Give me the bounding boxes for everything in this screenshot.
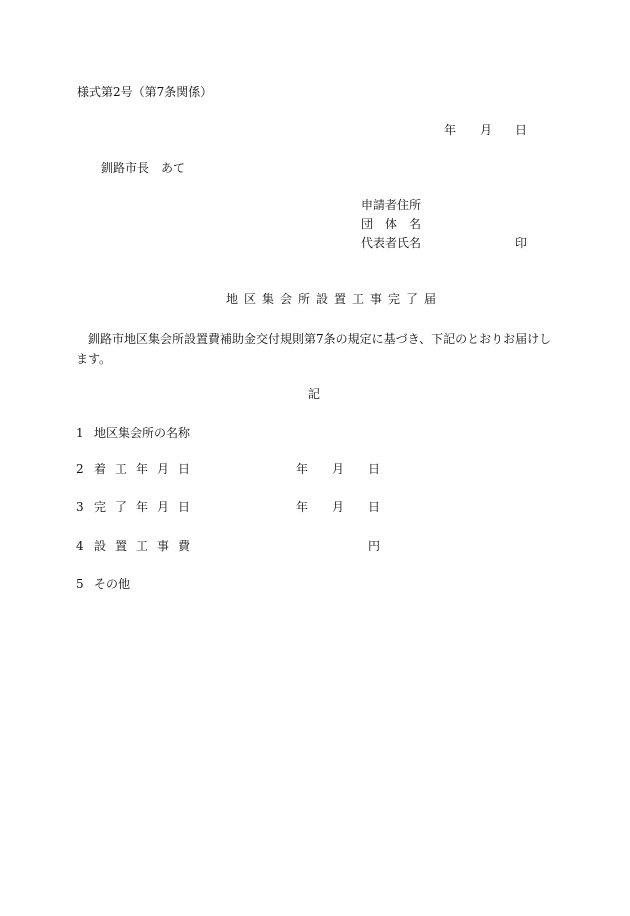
body-paragraph: 釧路市地区集会所設置費補助金交付規則第7条の規定に基づき、下記のとおりお届けします。 bbox=[76, 332, 552, 366]
date-year-label: 年 bbox=[444, 123, 457, 137]
item-label: 完了年月日 bbox=[94, 500, 200, 514]
seal-mark: 印 bbox=[515, 236, 528, 250]
start-year-label: 年 bbox=[296, 462, 309, 476]
completion-year-label: 年 bbox=[296, 500, 309, 514]
item-label: その他 bbox=[94, 577, 131, 591]
completion-month-label: 月 bbox=[332, 500, 345, 514]
item-completion-date bbox=[76, 500, 199, 514]
applicant-address-label: 申請者住所 bbox=[361, 198, 422, 212]
start-day-label: 日 bbox=[368, 462, 381, 476]
addressee: 釧路市長 あて bbox=[101, 161, 186, 175]
date-day-label: 日 bbox=[515, 123, 528, 137]
group-name-label: 団 体 名 bbox=[361, 217, 422, 231]
item-label: 着工年月日 bbox=[94, 462, 200, 476]
item-other bbox=[76, 577, 130, 591]
form-number: 様式第2号（第7条関係） bbox=[77, 85, 213, 99]
item-label: 設置工事費 bbox=[94, 539, 200, 553]
start-month-label: 月 bbox=[332, 462, 345, 476]
date-month-label: 月 bbox=[480, 123, 493, 137]
item-construction-cost bbox=[76, 539, 199, 553]
item-name-of-hall bbox=[76, 426, 190, 440]
item-start-date bbox=[76, 462, 199, 476]
item-label: 地区集会所の名称 bbox=[94, 426, 191, 440]
item-number: 5 bbox=[76, 577, 84, 591]
item-number: 3 bbox=[76, 500, 84, 514]
item-number: 2 bbox=[76, 462, 84, 476]
item-number: 4 bbox=[76, 539, 84, 553]
item-number: 1 bbox=[76, 426, 84, 440]
ki-heading: 記 bbox=[308, 387, 321, 401]
document-title: 地区集会所設置工事完了届 bbox=[226, 292, 443, 306]
yen-unit-label: 円 bbox=[368, 539, 381, 553]
representative-name-label: 代表者氏名 bbox=[361, 236, 422, 250]
completion-day-label: 日 bbox=[368, 500, 381, 514]
